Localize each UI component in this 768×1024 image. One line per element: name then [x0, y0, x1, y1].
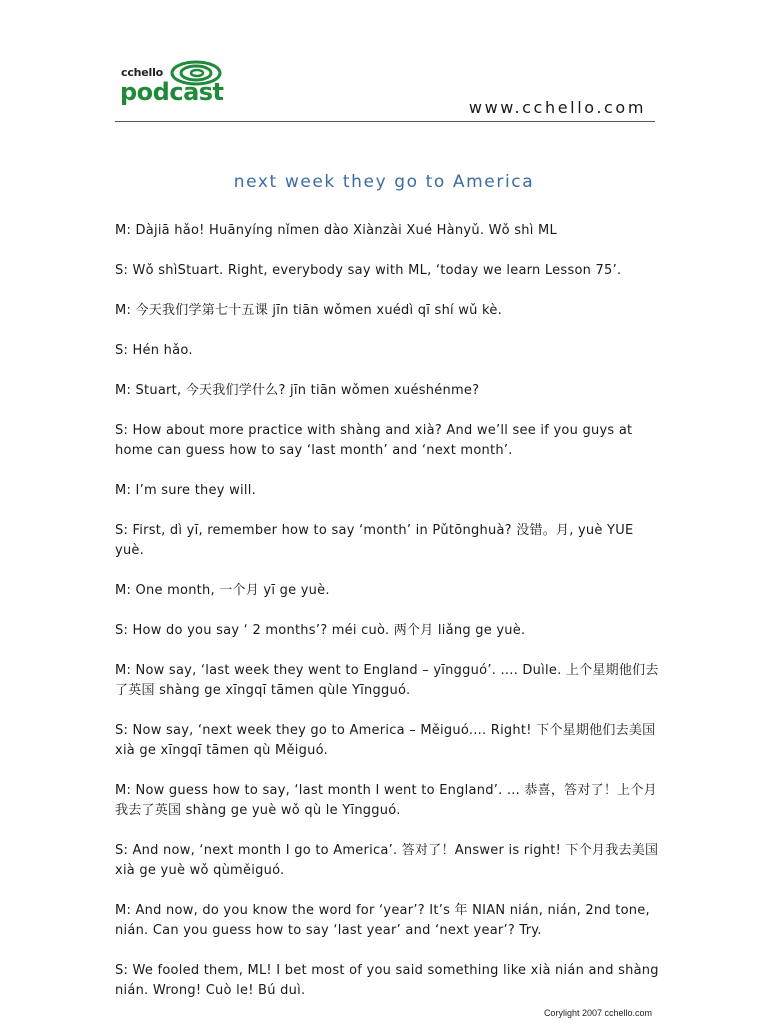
transcript-line: S: We fooled them, ML! I bet most of you said something like xià nián and shàng nián. Wrong! Cuò le! Bú duì. — [115, 963, 659, 998]
logo-big-text: podcast — [120, 78, 224, 106]
transcript-line: S: Wǒ shìStuart. Right, everybody say with ML, ‘today we learn Lesson 75’. — [115, 263, 622, 278]
site-url: www.cchello.com — [468, 98, 646, 117]
transcript-line: S: How about more practice with shàng and xià? And we’ll see if you guys at home can guess how to say ‘last month’ and ‘next month’. — [115, 423, 633, 458]
transcript-line: S: First, dì yī, remember how to say ‘month’ in Pǔtōnghuà? 没错。月, yuè YUE yuè. — [115, 523, 634, 558]
transcript-body — [115, 221, 660, 1021]
transcript-line: M: Now say, ‘last week they went to England – yīngguó’. .... Duìle. 上个星期他们去了英国 shàng ge xīngqī tāmen qùle Yīngguó. — [115, 663, 659, 698]
transcript-line: M: 今天我们学第七十五课 jīn tiān wǒmen xuédì qī shí wǔ kè. — [115, 303, 503, 318]
transcript-line: S: How do you say ‘ 2 months’? méi cuò. 两个月 liǎng ge yuè. — [115, 623, 526, 638]
transcript-line: S: And now, ‘next month I go to America’. 答对了！Answer is right! 下个月我去美国 xià ge yuè wǒ qùměiguó. — [115, 843, 659, 878]
logo-small-text: cchello — [121, 66, 164, 79]
cchello-podcast-logo — [118, 60, 228, 110]
transcript-line: M: And now, do you know the word for ‘year’? It’s 年 NIAN nián, nián, 2nd tone, nián. Can you guess how to say ‘last year’ and ‘next year’? Try. — [115, 903, 650, 938]
transcript-line: S: Hén hǎo. — [115, 343, 193, 358]
header-divider — [115, 121, 655, 122]
transcript-line: S: Now say, ‘next week they go to America – Měiguó.... Right! 下个星期他们去美国 xià ge xīngqī tāmen qù Měiguó. — [115, 723, 656, 758]
transcript-line: M: Now guess how to say, ‘last month I went to England’. ... 恭喜，答对了！上个月我去了英国 shàng ge yuè wǒ qù le Yīngguó. — [115, 783, 657, 818]
transcript-line: M: I’m sure they will. — [115, 483, 256, 498]
transcript-line: M: Dàjiā hǎo! Huānyíng nǐmen dào Xiànzài Xué Hànyǔ. Wǒ shì ML — [115, 223, 557, 238]
transcript-line: M: Stuart, 今天我们学什么? jīn tiān wǒmen xuéshénme? — [115, 383, 480, 398]
document-title: next week they go to America — [233, 172, 535, 192]
copyright-footer: Corylight 2007 cchello.com — [543, 1008, 652, 1018]
transcript-line: M: One month, 一个月 yī ge yuè. — [115, 583, 330, 598]
